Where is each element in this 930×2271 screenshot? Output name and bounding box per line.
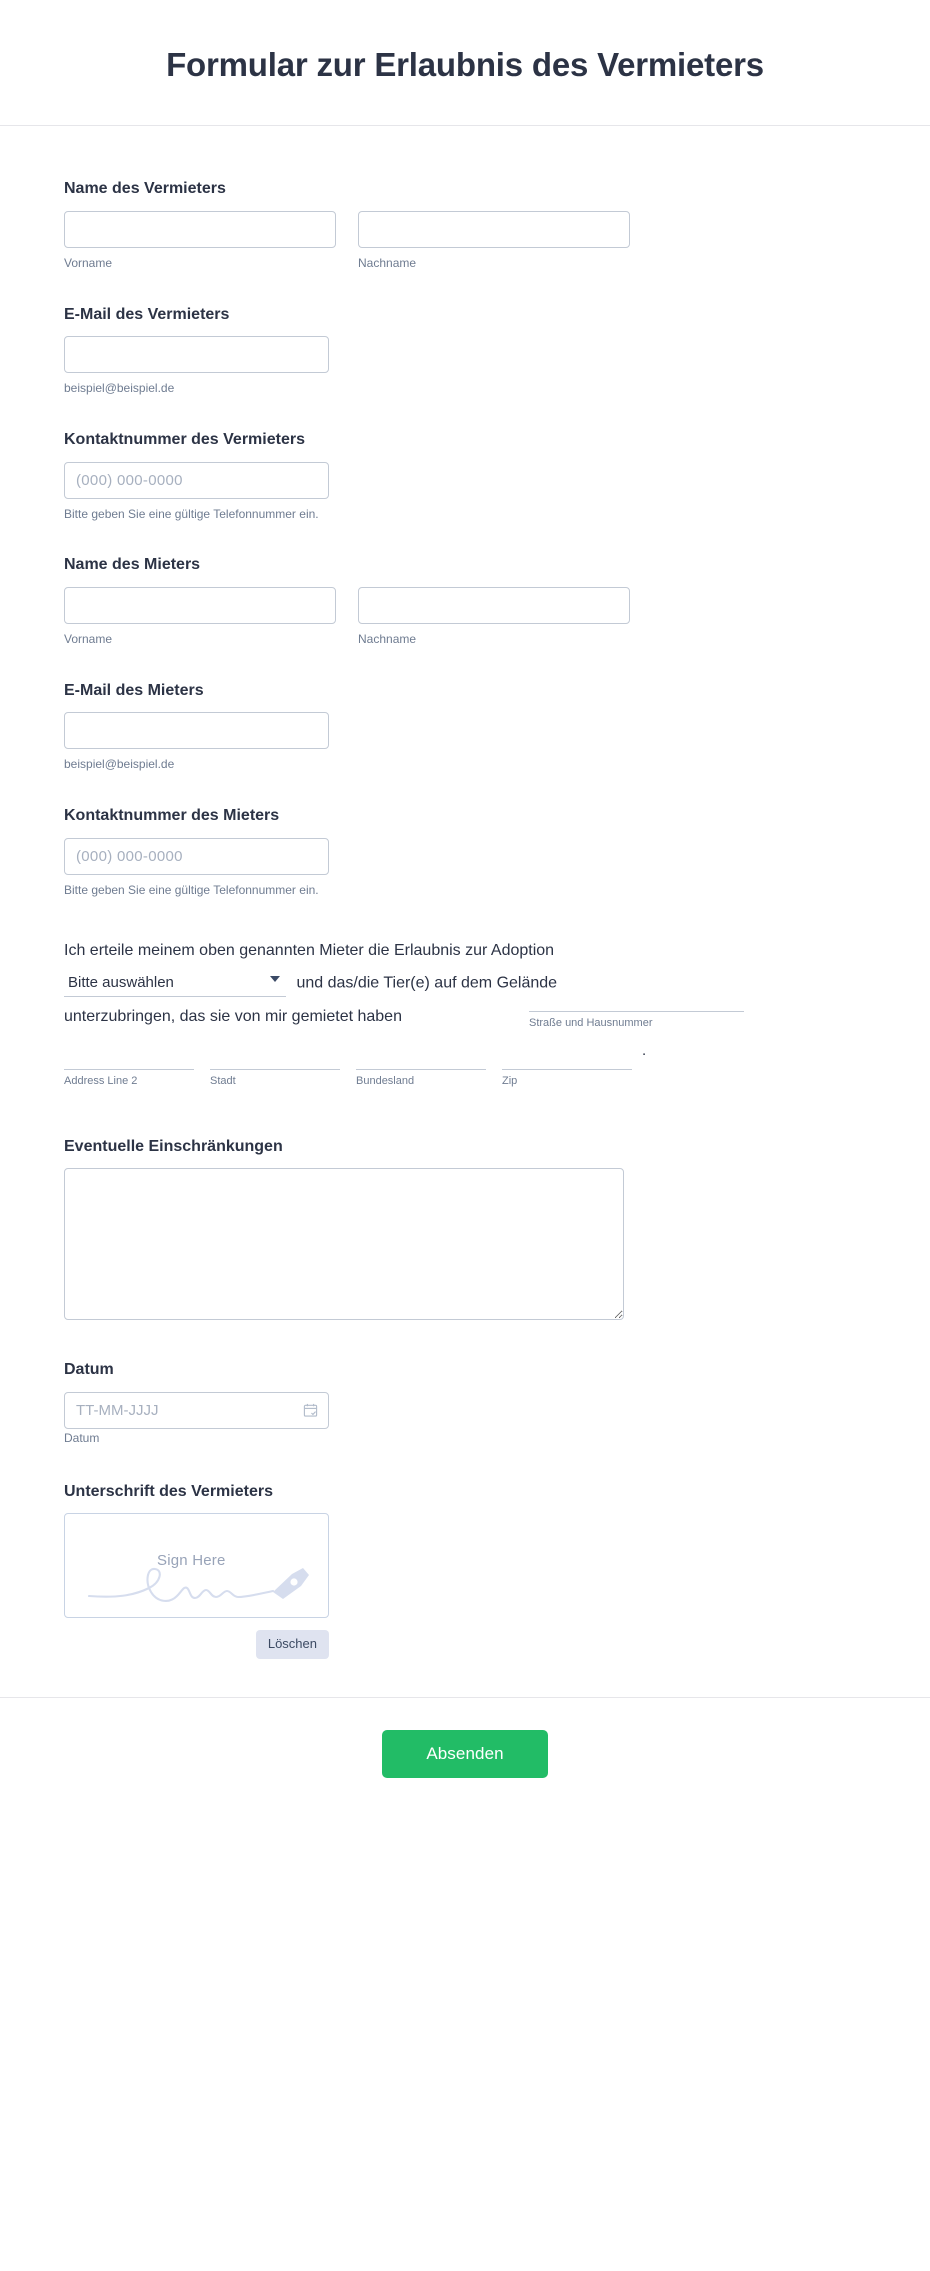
landlord-name-label: Name des Vermieters: [64, 180, 226, 198]
landlord-email-input[interactable]: [64, 336, 329, 373]
address-city-sublabel: Stadt: [210, 1074, 236, 1087]
address-state-input[interactable]: [356, 1048, 486, 1070]
permission-after-select: und das/die Tier(e) auf dem Gelände: [296, 975, 558, 993]
field-restrictions: [64, 1136, 866, 1336]
address-line2-sublabel: Address Line 2: [64, 1074, 138, 1087]
clear-signature-button[interactable]: Löschen: [256, 1630, 329, 1659]
landlord-name-row: [64, 211, 866, 272]
field-landlord-email: [64, 304, 866, 407]
tenant-firstname-group: [64, 587, 336, 648]
page-title: Formular zur Erlaubnis des Vermieters: [166, 46, 764, 83]
tenant-lastname-input[interactable]: [358, 587, 630, 624]
address-line2-input[interactable]: [64, 1048, 194, 1070]
tenant-name-row: [64, 587, 866, 648]
address-street-group: [529, 990, 744, 1030]
tenant-lastname-group: [358, 587, 630, 648]
form-body: [0, 126, 930, 1669]
address-city-input[interactable]: [210, 1048, 340, 1070]
address-state-sublabel: Bundesland: [356, 1074, 415, 1087]
permission-line-1: Ich erteile meinem oben genannten Mieter die Erlaubnis zur Adoption: [64, 941, 555, 959]
landlord-phone-label: Kontaktnummer des Vermieters: [64, 431, 305, 449]
restrictions-label: Eventuelle Einschränkungen: [64, 1137, 283, 1155]
address-city-group: [210, 1048, 340, 1088]
signature-hint: Sign Here: [157, 1552, 226, 1570]
field-tenant-name: [64, 554, 866, 657]
tenant-email-sublabel: beispiel@beispiel.de: [64, 757, 175, 772]
permission-select[interactable]: [64, 970, 286, 997]
statement-period: .: [642, 1041, 647, 1059]
address-zip-sublabel: Zip: [502, 1074, 518, 1087]
tenant-name-label: Name des Mieters: [64, 556, 201, 574]
landlord-firstname-input[interactable]: [64, 211, 336, 248]
form-footer: [0, 1697, 930, 1818]
field-landlord-name: [64, 178, 866, 281]
address-zip-group: [502, 1048, 632, 1088]
field-tenant-phone: [64, 805, 866, 908]
landlord-lastname-group: [358, 211, 630, 272]
landlord-lastname-input[interactable]: [358, 211, 630, 248]
permission-line-2: [64, 967, 866, 1000]
address-street-input[interactable]: [529, 990, 744, 1012]
pen-nib-icon: [273, 1568, 309, 1599]
date-sublabel: Datum: [64, 1430, 100, 1445]
landlord-phone-sublabel: Bitte geben Sie eine gültige Telefonnummer ein.: [64, 506, 319, 521]
form-header: [0, 0, 930, 126]
landlord-phone-group: [64, 462, 329, 523]
tenant-phone-group: [64, 838, 329, 899]
field-landlord-phone: [64, 429, 866, 532]
permission-select-wrap[interactable]: [64, 967, 286, 1000]
signature-label: Unterschrift des Vermieters: [64, 1482, 273, 1500]
landlord-email-label: E-Mail des Vermieters: [64, 305, 230, 323]
tenant-firstname-input[interactable]: [64, 587, 336, 624]
tenant-firstname-sublabel: Vorname: [64, 632, 113, 647]
tenant-phone-sublabel: Bitte geben Sie eine gültige Telefonnummer ein.: [64, 882, 319, 897]
field-permission-statement: [64, 935, 866, 1114]
landlord-email-group: [64, 336, 329, 397]
address-zip-input[interactable]: [502, 1048, 632, 1070]
permission-statement: [64, 935, 866, 1034]
tenant-phone-input[interactable]: [64, 838, 329, 875]
address-line2-group: [64, 1048, 194, 1088]
signature-pad[interactable]: [64, 1513, 329, 1618]
tenant-email-input[interactable]: [64, 712, 329, 749]
restrictions-textarea[interactable]: [64, 1168, 624, 1320]
landlord-phone-input[interactable]: [64, 462, 329, 499]
date-input[interactable]: [64, 1392, 329, 1429]
field-tenant-email: [64, 680, 866, 783]
address-state-group: [356, 1048, 486, 1088]
landlord-email-sublabel: beispiel@beispiel.de: [64, 381, 175, 396]
field-signature: [64, 1481, 866, 1669]
submit-button[interactable]: Absenden: [382, 1730, 547, 1778]
tenant-email-group: [64, 712, 329, 773]
signature-actions: [64, 1630, 329, 1659]
date-input-wrap: [64, 1392, 329, 1429]
landlord-lastname-sublabel: Nachname: [358, 255, 417, 270]
signature-squiggle-icon: [87, 1566, 317, 1612]
permission-line-3: unterzubringen, das sie von mir gemietet haben: [64, 1007, 402, 1025]
tenant-lastname-sublabel: Nachname: [358, 632, 417, 647]
date-label: Datum: [64, 1361, 114, 1379]
tenant-phone-label: Kontaktnummer des Mieters: [64, 807, 280, 825]
field-date: [64, 1359, 866, 1457]
address-street-sublabel: Straße und Hausnummer: [529, 1016, 653, 1029]
landlord-firstname-sublabel: Vorname: [64, 255, 113, 270]
tenant-email-label: E-Mail des Mieters: [64, 681, 204, 699]
landlord-firstname-group: [64, 211, 336, 272]
